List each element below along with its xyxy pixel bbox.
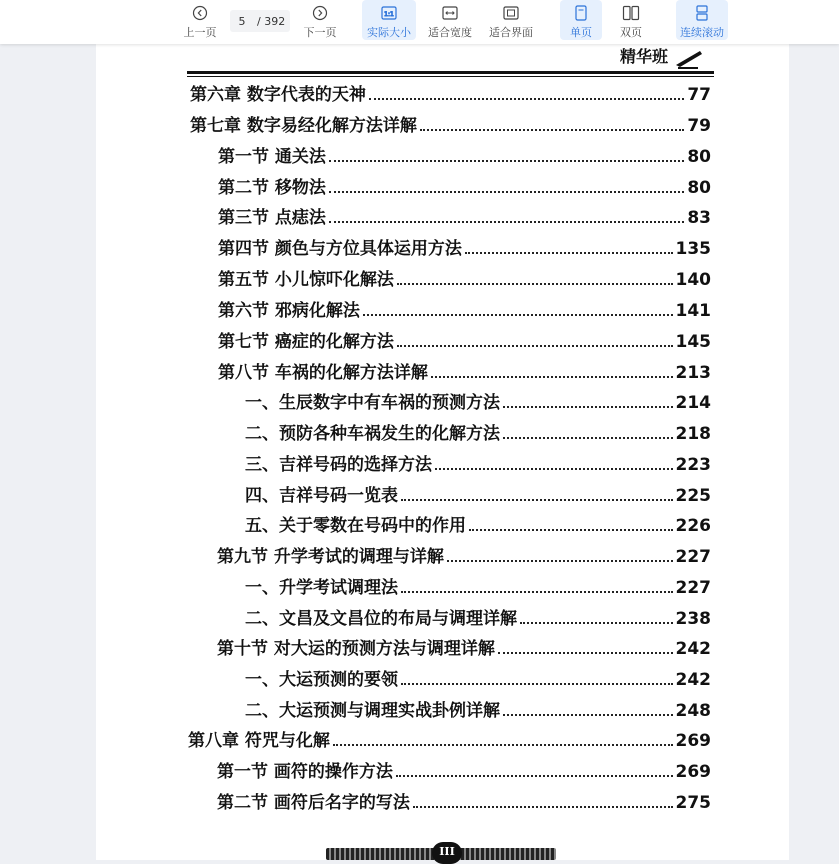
toc-page: 80 [687, 178, 711, 198]
book-brand [620, 44, 704, 69]
toc-leader [503, 714, 673, 716]
toc-title: 第九节 升学考试的调理与详解 [217, 547, 444, 567]
toc-page: 80 [687, 147, 711, 167]
viewer-toolbar [0, 0, 839, 44]
toc-leader [431, 376, 673, 378]
toc-page: 225 [675, 486, 711, 506]
continuous-scroll-button[interactable] [676, 0, 728, 40]
toc-title: 第一节 通关法 [218, 147, 326, 167]
toc-leader [401, 683, 673, 685]
chevron-right-circle-icon [312, 4, 328, 22]
fit-page-icon [503, 4, 519, 22]
fit-page-label: 适合界面 [489, 26, 533, 39]
toc-leader [465, 252, 673, 254]
toc-page: 238 [675, 609, 711, 629]
toc-title: 一、升学考试调理法 [245, 578, 398, 598]
toc-title: 二、预防各种车祸发生的化解方法 [245, 424, 500, 444]
toc-row [218, 173, 711, 199]
toc-row [245, 511, 711, 537]
toc-leader [520, 622, 673, 624]
toc-row [217, 542, 711, 568]
toc-row [218, 327, 711, 353]
toc-page: 226 [675, 516, 711, 536]
toc-page: 218 [675, 424, 711, 444]
toc-page: 227 [675, 547, 711, 567]
toc-page: 242 [675, 670, 711, 690]
toc-leader [329, 160, 684, 162]
actual-size-icon [381, 4, 397, 22]
toc-row [217, 634, 711, 660]
toc-leader [397, 345, 673, 347]
toc-leader [503, 437, 673, 439]
toc-row [217, 788, 711, 814]
toc-row [245, 665, 711, 691]
toc-title: 第七章 数字易经化解方法详解 [190, 116, 417, 136]
toc-row [245, 573, 711, 599]
toc-title: 五、关于零数在号码中的作用 [245, 516, 466, 536]
toc-row [245, 604, 711, 630]
toc-title: 第二节 画符后名字的写法 [217, 793, 410, 813]
toc-page: 145 [675, 332, 711, 352]
toc-row [188, 726, 711, 752]
toc-leader [333, 744, 673, 746]
toc-leader [401, 591, 673, 593]
brand-text: 精华班 [620, 47, 669, 66]
toc-title: 四、吉祥号码一览表 [245, 486, 398, 506]
toc-leader [329, 191, 684, 193]
toc-page: 223 [675, 455, 711, 475]
toc-page: 140 [675, 270, 711, 290]
toc-title: 第七节 癌症的化解方法 [218, 332, 394, 352]
page-number-input[interactable] [233, 15, 251, 28]
pen-logo-icon [674, 47, 704, 69]
header-rule-thick [187, 71, 714, 74]
actual-size-label: 实际大小 [367, 26, 411, 39]
toc-title: 二、文昌及文昌位的布局与调理详解 [245, 609, 517, 629]
toc-page: 79 [687, 116, 711, 136]
actual-size-button[interactable] [362, 0, 416, 40]
toc-title: 第四节 颜色与方位具体运用方法 [218, 239, 462, 259]
toc-row [218, 358, 711, 384]
fit-width-icon [442, 4, 458, 22]
toc-leader [401, 499, 673, 501]
fit-width-button[interactable] [424, 0, 476, 40]
toc-row [218, 234, 711, 260]
prev-page-label: 上一页 [183, 26, 217, 39]
toc-page: 269 [675, 762, 711, 782]
toc-row [245, 419, 711, 445]
toc-leader [369, 98, 684, 100]
toc-page: 269 [675, 731, 711, 751]
toc-leader [363, 314, 673, 316]
single-page-label: 单页 [570, 26, 592, 39]
toc-page: 275 [675, 793, 711, 813]
toc-row [190, 80, 711, 106]
continuous-scroll-label: 连续滚动 [680, 26, 724, 39]
toc-page: 227 [675, 578, 711, 598]
toc-row [218, 142, 711, 168]
toc-page: 242 [675, 639, 711, 659]
toc-title: 三、吉祥号码的选择方法 [245, 455, 432, 475]
single-page-button[interactable] [560, 0, 602, 40]
toc-title: 一、大运预测的要领 [245, 670, 398, 690]
toc-page: 83 [687, 208, 711, 228]
toc-title: 第二节 移物法 [218, 178, 326, 198]
double-page-icon [622, 4, 640, 22]
toc-page: 141 [675, 301, 711, 321]
toc-title: 一、生辰数字中有车祸的预测方法 [245, 393, 500, 413]
toc-title: 二、大运预测与调理实战卦例详解 [245, 701, 500, 721]
toc-page: 77 [687, 85, 711, 105]
toc-leader [469, 529, 673, 531]
toc-leader [503, 406, 673, 408]
toc-page: 214 [675, 393, 711, 413]
next-page-button[interactable] [300, 0, 340, 40]
toc-leader [329, 221, 684, 223]
toc-title: 第三节 点痣法 [218, 208, 326, 228]
toc-title: 第八章 符咒与化解 [188, 731, 330, 751]
toc-row [218, 296, 711, 322]
toc-leader [447, 560, 673, 562]
toc-page: 248 [675, 701, 711, 721]
toc-title: 第六节 邪病化解法 [218, 301, 360, 321]
next-page-label: 下一页 [303, 26, 337, 39]
single-page-icon [574, 4, 588, 22]
toc-page: 135 [675, 239, 711, 259]
double-page-button[interactable] [610, 0, 652, 40]
chevron-left-circle-icon [192, 4, 208, 22]
toc-leader [396, 775, 673, 777]
toc-row [245, 696, 711, 722]
footer-page-number: III [432, 842, 462, 864]
toc-title: 第八节 车祸的化解方法详解 [218, 363, 428, 383]
fit-width-label: 适合宽度 [428, 26, 472, 39]
toc-title: 第十节 对大运的预测方法与调理详解 [217, 639, 495, 659]
double-page-label: 双页 [620, 26, 642, 39]
toc-row [217, 757, 711, 783]
toc-leader [435, 468, 673, 470]
toc-title: 第六章 数字代表的天神 [190, 85, 366, 105]
page-indicator [230, 10, 290, 32]
toc-row [190, 111, 711, 137]
toc-row [245, 450, 711, 476]
toc-leader [420, 129, 684, 131]
prev-page-button[interactable] [180, 0, 220, 40]
header-rule-thin [187, 76, 714, 77]
toc-title: 第一节 画符的操作方法 [217, 762, 393, 782]
total-pages: / 392 [257, 14, 286, 28]
toc-leader [413, 806, 673, 808]
toc-leader [397, 283, 673, 285]
toc-row [245, 481, 711, 507]
svg-text:1:1: 1:1 [384, 11, 394, 18]
toc-row [218, 265, 711, 291]
toc-row [218, 203, 711, 229]
fit-page-button[interactable] [485, 0, 537, 40]
toc-title: 第五节 小儿惊吓化解法 [218, 270, 394, 290]
continuous-scroll-icon [695, 4, 709, 22]
toc-row [245, 388, 711, 414]
toc-page: 213 [675, 363, 711, 383]
toc-leader [498, 652, 673, 654]
